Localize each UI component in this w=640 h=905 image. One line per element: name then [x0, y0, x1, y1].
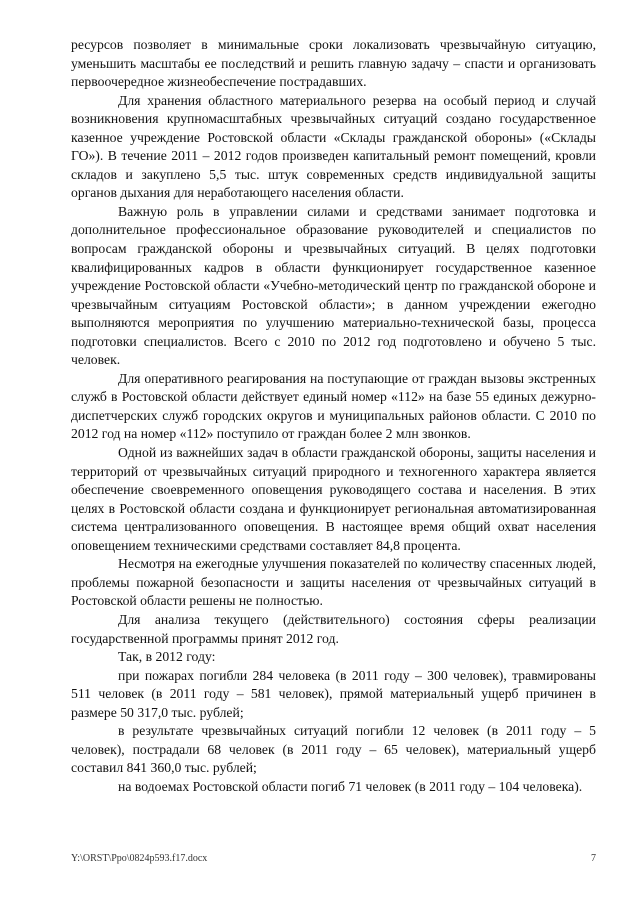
paragraph-training: Важную роль в управлении силами и средствами занимает подготовка и дополнительное профессиональное образование руководителей и специалистов по вопросам гражданской обороны и чрезвычайных ситуаций. В целях подготовки квалифицированных кадров в области функционирует государственное казенное учреждение Ростовской области «Учебно-методический центр по гражданской обороне и чрезвычайным ситуациям Ростовской области»; в данном учреждении ежегодно выполняются мероприятия по улучшению материально-технической базы, процесса подготовки специалистов. Всего с 2010 по 2012 год подготовлено и обучено 5 тыс. человек.: [71, 203, 596, 368]
paragraph-problems: Несмотря на ежегодные улучшения показателей по количеству спасенных людей, проблемы пожарной безопасности и защиты населения от чрезвычайных ситуаций в Ростовской области решены не полностью.: [71, 556, 596, 609]
paragraph-emergency-number: Для оперативного реагирования на поступающие от граждан вызовы экстренных служб в Ростовской области действует единый номер «112» на базе 55 единых дежурно-диспетчерских служб городских округов и муниципальных районов области. С 2010 по 2012 год на номер «112» поступило от граждан более 2 млн звонков.: [71, 370, 596, 442]
paragraph-fires: при пожарах погибли 284 человека (в 2011 году – 300 человек), травмированы 511 человек (в 2011 году – 581 человек), прямой материальный ущерб причинен в размере 50 317,0 тыс. рублей;: [71, 667, 596, 720]
paragraph-emergencies: в результате чрезвычайных ситуаций погибли 12 человек (в 2011 году – 5 человек), пострадали 68 человек (в 2011 году – 65 человек), материальный ущерб составил 841 360,0 тыс. рублей;: [71, 723, 596, 776]
paragraph-alert-system: Одной из важнейших задач в области гражданской обороны, защиты населения и территорий от чрезвычайных ситуаций природного и техногенного характера является обеспечение своевременного оповещения руководящего состава и населения. В этих целях в Ростовской области создана и функционирует региональная автоматизированная система централизованного оповещения. В настоящее время общий охват населения оповещением техническими средствами составляет 84,8 процента.: [71, 445, 596, 553]
paragraph-analysis-year: Для анализа текущего (действительного) состояния сферы реализации государственной программы принят 2012 год.: [71, 611, 596, 646]
paragraph-intro-2012: Так, в 2012 году:: [118, 649, 216, 665]
paragraph-water-bodies: на водоемах Ростовской области погиб 71 человек (в 2011 году – 104 человека).: [118, 778, 583, 794]
paragraph-reserve-warehouses: Для хранения областного материального резерва на особый период и случай возникновения крупномасштабных чрезвычайных ситуаций создано государственное казенное учреждение Ростовской области «Склады гражданской обороны» («Склады ГО»). В течение 2011 – 2012 годов произведен капитальный ремонт помещений, кровли складов и закуплено 5,5 тыс. штук современных средств индивидуальной защиты органов дыхания для неработающего населения области.: [71, 92, 596, 201]
page-number: 7: [591, 853, 596, 864]
footer-file-path: Y:\ORST\Ppo\0824p593.f17.docx: [71, 853, 208, 864]
document-body: [71, 36, 596, 796]
paragraph-continuation: ресурсов позволяет в минимальные сроки локализовать чрезвычайную ситуацию, уменьшить масштабы ее последствий и решить главную задачу – спасти и организовать первоочередное жизнеобеспечение пострадавших.: [71, 37, 596, 90]
